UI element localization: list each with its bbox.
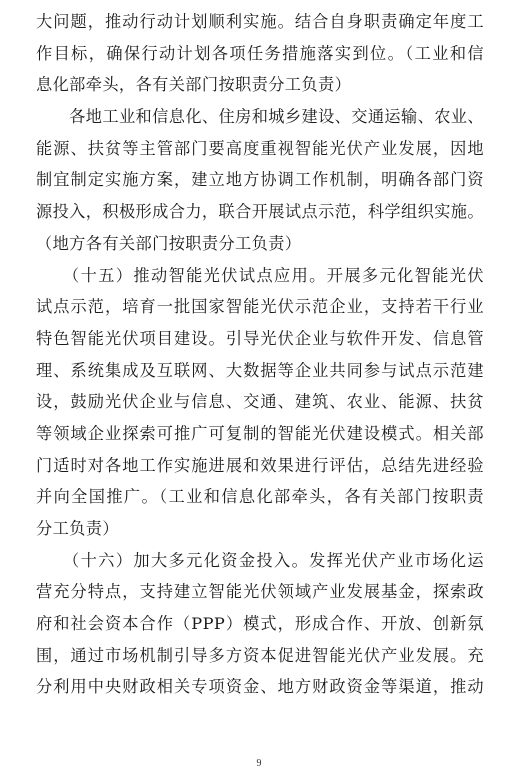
text-line: 试点示范，培育一批国家智能光伏示范企业，支持若干行业 xyxy=(36,297,484,317)
text-line: 息化部牵头，各有关部门按职责分工负责） xyxy=(36,75,352,95)
text-line: 营充分特点，支持建立智能光伏领域产业发展基金，探索政 xyxy=(36,582,484,602)
text-line: 制宜制定实施方案，建立地方协调工作机制，明确各部门资 xyxy=(36,170,484,190)
text-line: 作目标，确保行动计划各项任务措施落实到位。（工业和信 xyxy=(36,43,484,63)
text-line: 设，鼓励光伏企业与信息、交通、建筑、农业、能源、扶贫 xyxy=(36,392,484,412)
text-line: （地方各有关部门按职责分工负责） xyxy=(36,233,302,253)
text-line: 并向全国推广。（工业和信息化部牵头，各有关部门按职责 xyxy=(36,487,484,507)
text-line: 分工负责） xyxy=(36,519,119,538)
page-number: 9 xyxy=(256,758,262,769)
text-line: 各地工业和信息化、住房和城乡建设、交通运输、农业、 xyxy=(36,107,484,127)
text-line: 特色智能光伏项目建设。引导光伏企业与软件开发、信息管 xyxy=(36,328,484,348)
text-line: 理、系统集成及互联网、大数据等企业共同参与试点示范建 xyxy=(36,360,484,380)
text-line: 源投入，积极形成合力，联合开展试点示范，科学组织实施。 xyxy=(36,202,484,222)
text-line: （十六）加大多元化资金投入。发挥光伏产业市场化运 xyxy=(36,550,484,570)
text-line: （十五）推动智能光伏试点应用。开展多元化智能光伏 xyxy=(36,265,484,285)
text-line: 围，通过市场机制引导多方资本促进智能光伏产业发展。充 xyxy=(36,645,484,665)
text-line: 大问题，推动行动计划顺利实施。结合自身职责确定年度工 xyxy=(36,12,484,31)
body-text xyxy=(36,6,484,703)
text-line: 分利用中央财政相关专项资金、地方财政资金等渠道，推动 xyxy=(36,677,484,697)
text-line: 门适时对各地工作实施进展和效果进行评估，总结先进经验 xyxy=(36,455,484,475)
text-line: 等领域企业探索可推广可复制的智能光伏建设模式。相关部 xyxy=(36,423,484,443)
text-line: 能源、扶贫等主管部门要高度重视智能光伏产业发展，因地 xyxy=(36,138,484,158)
text-line: 府和社会资本合作（PPP）模式，形成合作、开放、创新氛 xyxy=(36,614,484,634)
